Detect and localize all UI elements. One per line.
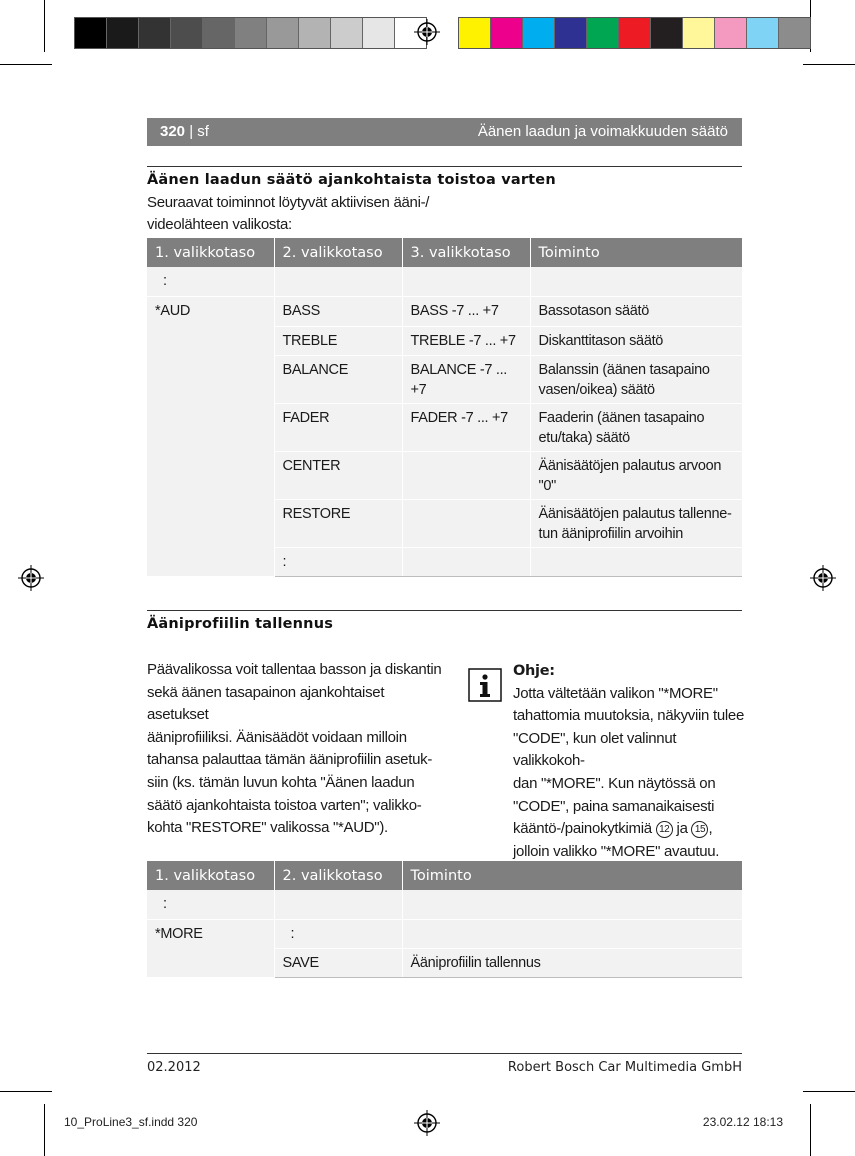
registration-mark-icon [414,19,440,45]
paragraph-line: siin (ks. tämän luvun kohta "Äänen laadun [147,773,415,791]
control-number-badge: 12 [656,821,673,838]
note-line: "CODE", kun olet valinnut valikkokoh- [513,729,677,770]
note-title: Ohje: [513,663,555,679]
registration-mark-icon [414,1110,440,1136]
table-cell: Faaderin (äänen tasapaino etu/taka) säätö [530,403,742,451]
color-swatch [491,18,523,48]
table-cell [402,499,530,547]
column-header: Toiminto [402,861,742,890]
color-swatch [555,18,587,48]
paragraph-line: Päävalikossa voit tallentaa basson ja diskantin [147,661,442,678]
color-swatch [171,18,203,48]
menu-group-cell: *MORE [147,919,274,977]
table-row [147,267,742,296]
color-swatch [107,18,139,48]
column-header: 1. valikkotaso [147,238,274,267]
color-swatch [715,18,747,48]
table-cell: Äänisäätöjen palautus tallenne-tun ääniprofiilin arvoihin [530,499,742,547]
color-swatch [683,18,715,48]
note-line: Jotta vältetään valikon "*MORE" [513,684,718,702]
paragraph-line: säätö ajankohtaista toistoa varten"; valikko- [147,796,422,814]
column-header: 2. valikkotaso [274,861,402,890]
section-heading: Ääniprofiilin tallennus [147,616,334,632]
paragraph-line: kohta "RESTORE" valikossa "*AUD"). [147,819,388,837]
color-swatch [459,18,491,48]
section-heading: Äänen laadun säätö ajankohtaista toistoa varten [147,172,556,188]
more-menu-table [147,861,742,978]
table-cell: : [274,919,402,948]
color-swatch [587,18,619,48]
process-color-bar [458,17,811,49]
paragraph-line: ääniprofiiliksi. Äänisäädöt voidaan milloin [147,728,407,746]
menu-group-cell: *AUD [147,296,274,576]
slug-timestamp: 23.02.12 18:13 [702,1115,783,1129]
note-line: dan "*MORE". Kun näytössä on [513,774,716,792]
table-cell: BALANCE [274,355,402,403]
footer-company: Robert Bosch Car Multimedia GmbH [507,1060,742,1075]
body-paragraph [147,659,447,840]
slug-filename: 10_ProLine3_sf.indd 320 [64,1115,198,1129]
column-header: 1. valikkotaso [147,861,274,890]
table-cell: FADER [274,403,402,451]
table-cell: BASS [274,296,402,326]
color-swatch [299,18,331,48]
registration-mark-icon [810,565,836,591]
column-header: 2. valikkotaso [274,238,402,267]
footer-divider [147,1053,742,1054]
column-header: 3. valikkotaso [402,238,530,267]
table-cell [402,919,742,948]
note-line: jolloin valikko "*MORE" avautuu. [513,842,720,860]
table-row [147,296,742,326]
page-header [147,118,742,146]
table-cell: Ääniprofiilin tallennus [402,948,742,977]
table-cell: Balanssin (äänen tasapaino vasen/oikea) säätö [530,355,742,403]
note-box [513,660,748,863]
table-cell: FADER -7 ... +7 [402,403,530,451]
column-header: Toiminto [530,238,742,267]
intro-line: Seuraavat toiminnot löytyvät aktiivisen ääni-/ [147,194,430,211]
info-icon [468,668,502,702]
color-swatch [363,18,395,48]
color-swatch [203,18,235,48]
table-cell [402,547,530,576]
page-number: 320 | sf [160,123,209,140]
table-cell: SAVE [274,948,402,977]
table-cell: Äänisäätöjen palautus arvoon "0" [530,451,742,499]
grayscale-color-bar [74,17,427,49]
section-divider [147,166,742,167]
table-cell: TREBLE -7 ... +7 [402,326,530,355]
table-row [147,919,742,948]
paragraph-line: tahansa palauttaa tämän ääniprofiilin asetuk- [147,751,433,769]
registration-mark-icon [18,565,44,591]
table-cell: : [147,890,274,919]
color-swatch [331,18,363,48]
table-cell: : [274,547,402,576]
color-swatch [651,18,683,48]
control-number-badge: 15 [691,821,708,838]
table-cell: BALANCE -7 ... +7 [402,355,530,403]
table-cell [402,451,530,499]
color-swatch [619,18,651,48]
table-cell: Diskanttitason säätö [530,326,742,355]
audio-menu-table [147,238,742,577]
table-cell: BASS -7 ... +7 [402,296,530,326]
color-swatch [75,18,107,48]
color-swatch [779,18,810,48]
table-cell [530,547,742,576]
footer-date: 02.2012 [147,1060,201,1075]
table-cell: : [147,267,274,296]
color-swatch [267,18,299,48]
table-cell: Bassotason säätö [530,296,742,326]
paragraph-line: sekä äänen tasapainon ajankohtaiset asetukset [147,683,385,724]
color-swatch [747,18,779,48]
note-line: kääntö-/painokytkimiä 12 ja 15 , [513,820,713,838]
note-line: "CODE", paina samanaikaisesti [513,797,715,815]
table-cell: CENTER [274,451,402,499]
table-row [147,890,742,919]
intro-text [147,192,429,236]
color-swatch [139,18,171,48]
color-swatch [523,18,555,48]
section-divider [147,610,742,611]
intro-line: videolähteen valikosta: [147,216,292,233]
table-cell: TREBLE [274,326,402,355]
note-line: tahattomia muutoksia, näkyviin tulee [513,707,744,725]
color-swatch [235,18,267,48]
table-cell: RESTORE [274,499,402,547]
section-title: Äänen laadun ja voimakkuuden säätö [477,123,728,140]
